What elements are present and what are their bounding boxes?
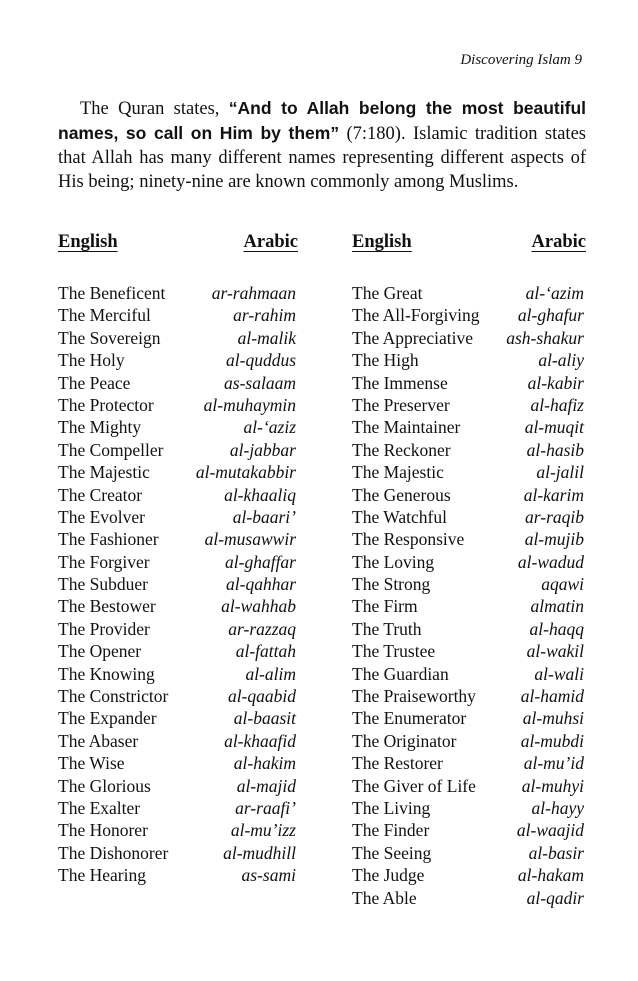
running-header: Discovering Islam 9 [460,52,582,68]
english-name: The Great [352,283,423,303]
english-name: The Wise [58,753,125,774]
arabic-name: ar-razzaq [228,618,296,639]
table-row [58,595,298,617]
arabic-name: al-ghafur [517,305,584,326]
table-row [352,819,586,841]
arabic-name: al-muhyi [521,775,584,796]
english-name: The Firm [352,596,418,617]
english-name: The Guardian [352,663,449,684]
english-name: The Bestower [58,596,156,617]
english-name: The Giver of Life [352,775,476,796]
arabic-name: al-kabir [527,372,584,393]
table-row [352,640,586,662]
table-row [352,887,586,909]
arabic-name: al-waajid [516,820,584,841]
arabic-name: ar-rahmaan [211,283,296,303]
table-row [352,775,586,797]
english-name: The Fashioner [58,529,159,550]
table-body-right [352,282,586,909]
arabic-name: al-muhaymin [203,394,296,415]
arabic-name: al-qaabid [227,686,296,707]
arabic-name: al-alim [245,663,296,684]
arabic-name: al-majid [236,775,296,796]
arabic-name: al-‘aziz [243,417,296,438]
table-row [58,819,298,841]
english-name: The Watchful [352,506,447,527]
english-column-header: English [352,232,412,252]
english-name: The Abaser [58,730,139,751]
arabic-name: al-mudhill [223,842,296,863]
table-row [58,304,298,326]
table-row [352,707,586,729]
english-name: The Immense [352,372,448,393]
arabic-name: al-quddus [226,350,296,371]
table-row [58,707,298,729]
english-name: The Hearing [58,865,146,886]
table-row [58,797,298,819]
table-row [58,327,298,349]
arabic-column-header: Arabic [531,232,586,252]
arabic-name: al-ghaffar [225,551,296,572]
table-row [352,663,586,685]
english-name: The Preserver [352,394,450,415]
arabic-name: al-qahhar [226,574,296,595]
english-name: The Enumerator [352,708,467,729]
english-name: The Mighty [58,417,142,438]
arabic-name: al-hamid [520,686,584,707]
table-row [58,528,298,550]
arabic-name: al-karim [523,484,584,505]
table-row [58,506,298,528]
table-row [58,663,298,685]
arabic-name: al-musawwir [204,529,296,550]
table-row [58,439,298,461]
english-name: The Creator [58,484,143,505]
table-row [352,551,586,573]
english-name: The Expander [58,708,157,729]
english-name: The Knowing [58,663,155,684]
table-header-right [352,232,586,262]
table-row [352,730,586,752]
english-name: The Evolver [58,506,145,527]
english-name: The Truth [352,618,422,639]
arabic-name: al-mubdi [520,730,584,751]
english-name: The Protector [58,394,154,415]
english-name: The Glorious [58,775,151,796]
names-table-left [58,232,298,887]
intro-rest: (7:180). Islamic tradition states that Allah has many different names representing different aspects of His being; ninety-nine are known commonly among Muslims. [58,124,586,192]
arabic-name: al-fattah [235,641,296,662]
table-row [352,797,586,819]
table-row [58,640,298,662]
intro-quote: “And to Allah belong the most beautiful names, so call on Him by them” [58,98,586,143]
table-row [352,484,586,506]
arabic-name: al-baari’ [232,506,296,527]
table-row [58,752,298,774]
english-name: The High [352,350,419,371]
table-row [58,775,298,797]
english-name: The Dishonorer [58,842,169,863]
arabic-name: al-mu’izz [230,820,296,841]
table-row [352,461,586,483]
english-name: The Opener [58,641,142,662]
english-name: The Strong [352,574,431,595]
arabic-name: as-sami [241,865,296,886]
arabic-name: al-hafiz [530,394,584,415]
table-row [58,573,298,595]
arabic-name: aqawi [541,574,584,595]
english-name: The All-Forgiving [352,305,480,326]
table-row [352,595,586,617]
arabic-name: al-hakim [233,753,296,774]
english-name: The Provider [58,618,150,639]
table-body-left [58,282,298,887]
english-name: The Loving [352,551,435,572]
table-row [352,372,586,394]
arabic-column-header: Arabic [243,232,298,252]
arabic-name: ar-rahim [233,305,296,326]
table-row [352,416,586,438]
table-row [352,394,586,416]
english-name: The Restorer [352,753,443,774]
table-row [58,372,298,394]
arabic-name: al-khaafid [224,730,296,751]
english-name: The Constrictor [58,686,169,707]
english-name: The Majestic [58,462,150,483]
english-name: The Merciful [58,305,151,326]
english-name: The Reckoner [352,439,451,460]
english-name: The Living [352,797,431,818]
english-column-header: English [58,232,118,252]
table-row [58,349,298,371]
english-name: The Judge [352,865,425,886]
arabic-name: as-salaam [224,372,296,393]
table-row [58,394,298,416]
english-name: The Seeing [352,842,432,863]
table-row [352,573,586,595]
table-row [352,304,586,326]
english-name: The Sovereign [58,327,161,348]
english-name: The Subduer [58,574,148,595]
arabic-name: al-wahhab [221,596,296,617]
table-row [352,282,586,304]
arabic-name: al-hasib [526,439,584,460]
english-name: The Praiseworthy [352,686,476,707]
intro-paragraph [58,96,586,194]
arabic-name: al-‘azim [525,283,584,303]
arabic-name: al-haqq [529,618,584,639]
table-row [58,685,298,707]
english-name: The Maintainer [352,417,461,438]
arabic-name: al-wakil [526,641,584,662]
english-name: The Beneficent [58,283,166,303]
table-header-left [58,232,298,262]
english-name: The Exalter [58,797,141,818]
english-name: The Generous [352,484,451,505]
english-name: The Peace [58,372,131,393]
arabic-name: almatin [530,596,584,617]
english-name: The Finder [352,820,430,841]
names-table-right [352,232,586,909]
english-name: The Appreciative [352,327,473,348]
table-row [352,864,586,886]
table-row [352,842,586,864]
arabic-name: al-hayy [531,797,584,818]
table-row [352,618,586,640]
arabic-name: al-wali [534,663,584,684]
arabic-name: al-mutakabbir [195,462,296,483]
arabic-name: al-jalil [536,462,584,483]
table-row [352,439,586,461]
table-row [58,842,298,864]
arabic-name: ash-shakur [506,327,584,348]
arabic-name: al-mujib [524,529,584,550]
english-name: The Forgiver [58,551,150,572]
arabic-name: al-malik [237,327,296,348]
intro-lead: The Quran states, [80,99,229,119]
arabic-name: al-muhsi [522,708,584,729]
english-name: The Majestic [352,462,444,483]
table-row [58,551,298,573]
arabic-name: al-baasit [233,708,296,729]
table-row [352,528,586,550]
table-row [352,506,586,528]
table-row [58,416,298,438]
arabic-name: al-hakam [517,865,584,886]
english-name: The Originator [352,730,457,751]
table-row [58,864,298,886]
english-name: The Trustee [352,641,436,662]
arabic-name: ar-raqib [525,506,584,527]
arabic-name: al-mu’id [523,753,584,774]
arabic-name: al-qadir [526,887,584,908]
table-row [58,730,298,752]
english-name: The Able [352,887,417,908]
table-row [352,685,586,707]
arabic-name: ar-raafi’ [235,797,296,818]
english-name: The Responsive [352,529,465,550]
table-row [58,484,298,506]
table-row [352,327,586,349]
arabic-name: al-basir [528,842,584,863]
arabic-name: al-wadud [517,551,584,572]
english-name: The Honorer [58,820,148,841]
table-row [58,618,298,640]
arabic-name: al-aliy [538,350,584,371]
arabic-name: al-khaaliq [224,484,296,505]
table-row [352,752,586,774]
english-name: The Compeller [58,439,164,460]
table-row [352,349,586,371]
table-row [58,282,298,304]
table-row [58,461,298,483]
english-name: The Holy [58,350,125,371]
arabic-name: al-jabbar [229,439,296,460]
arabic-name: al-muqit [524,417,584,438]
